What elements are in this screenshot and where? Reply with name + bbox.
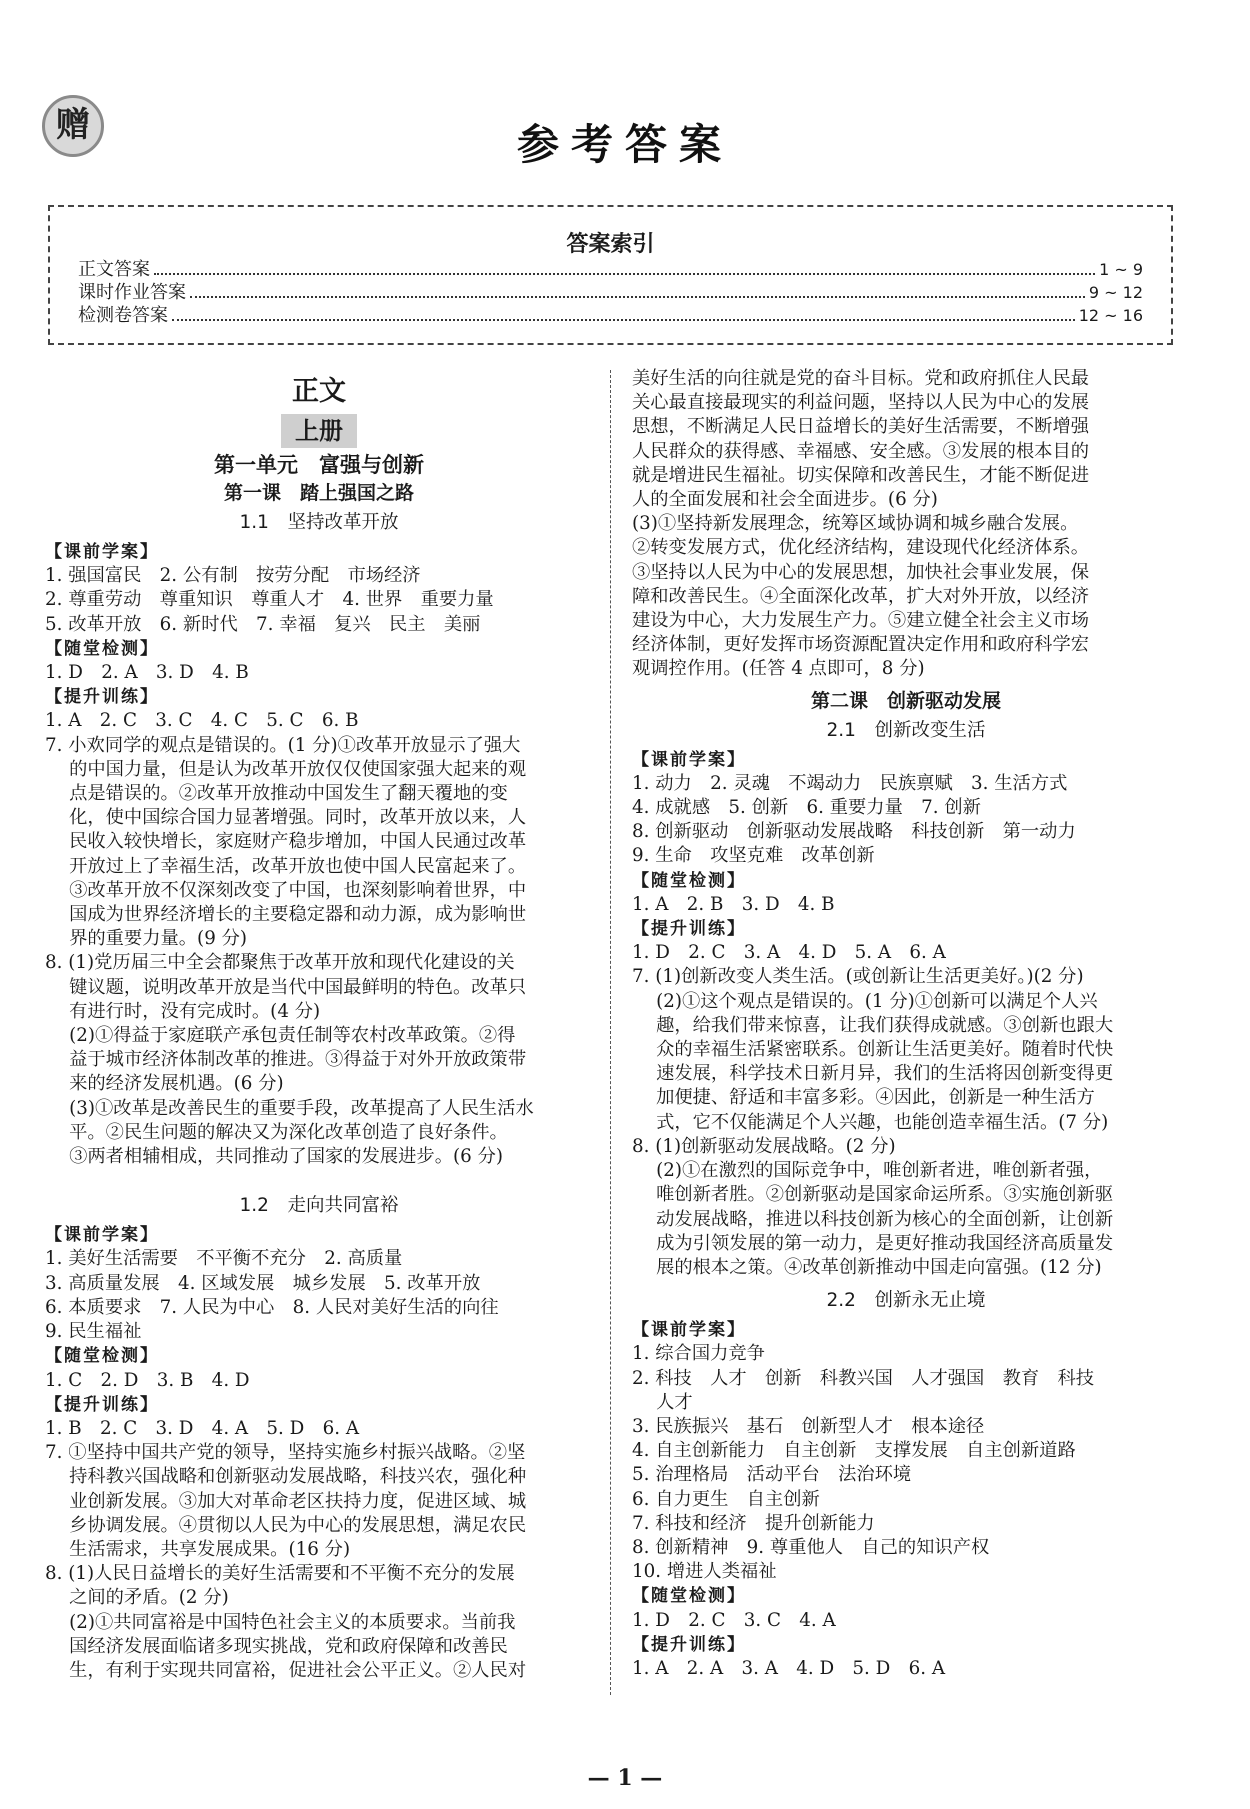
tag-pre-study: 【课前学案】 xyxy=(632,1320,746,1341)
answer-line: 人的全面发展和社会全面进步。(6 分) xyxy=(632,489,938,511)
right-column xyxy=(632,367,1180,1681)
answer-line: 持科教兴国战略和创新驱动发展战略，科技兴农，强化种 xyxy=(45,1466,527,1488)
answer-line: 9. 生命 攻坚克难 改革创新 xyxy=(632,845,875,867)
answer-line: 人才 xyxy=(632,1391,693,1413)
answer-line: (2)①在激烈的国际竞争中，唯创新者进，唯创新者强， xyxy=(632,1160,1103,1182)
answer-line: 之间的矛盾。(2 分) xyxy=(45,1587,229,1609)
index-row-label: 课时作业答案 xyxy=(78,282,186,303)
answer-line: 有进行时，没有完成时。(4 分) xyxy=(45,1000,321,1022)
answer-line: 5. 改革开放 6. 新时代 7. 幸福 复兴 民主 美丽 xyxy=(45,613,481,635)
answer-line: 开放过上了幸福生活，改革开放也使中国人民富起来了。 xyxy=(45,855,527,877)
answer-line: 趣，给我们带来惊喜，让我们获得成就感。③创新也跟大 xyxy=(632,1014,1114,1036)
tag-training: 【提升训练】 xyxy=(45,1394,159,1415)
answer-line: 8. (1)创新驱动发展战略。(2 分) xyxy=(632,1135,896,1157)
answer-line: 观调控作用。(任答 4 点即可，8 分) xyxy=(632,658,925,680)
answer-line: 益于城市经济体制改革的推进。③得益于对外开放政策带 xyxy=(45,1049,527,1071)
index-title: 答案索引 xyxy=(566,232,655,257)
index-row[interactable] xyxy=(78,258,1143,281)
answer-line: 动发展战略，推进以科技创新为核心的全面创新，让创新 xyxy=(632,1208,1114,1230)
answer-line: 式，它不仅能满足个人兴趣，也能创造幸福生活。(7 分) xyxy=(632,1111,1109,1133)
tag-training: 【提升训练】 xyxy=(632,1634,746,1655)
leader-dots xyxy=(172,319,1075,321)
column-divider xyxy=(610,370,611,1695)
answer-line: 1. D 2. A 3. D 4. B xyxy=(45,662,249,684)
answer-line: 就是增进民生福祉。切实保障和改善民生，才能不断促进 xyxy=(632,464,1090,486)
subsection-title: 1.2 走向共同富裕 xyxy=(239,1195,399,1217)
tag-pre-study: 【课前学案】 xyxy=(632,749,746,770)
answer-line: 国经济发展面临诸多现实挑战，党和政府保障和改善民 xyxy=(45,1635,508,1657)
answer-line: (2)①这个观点是错误的。(1 分)①创新可以满足个人兴 xyxy=(632,990,1098,1012)
subsection-title: 2.1 创新改变生活 xyxy=(826,719,986,741)
answer-line: (2)①得益于家庭联产承包责任制等农村改革政策。②得 xyxy=(45,1025,516,1047)
tag-check: 【随堂检测】 xyxy=(632,1586,746,1607)
answer-index-box xyxy=(48,205,1173,345)
lesson-heading: 第一课 踏上强国之路 xyxy=(223,482,414,504)
answer-line: 3. 高质量发展 4. 区域发展 城乡发展 5. 改革开放 xyxy=(45,1272,481,1294)
answer-line: 业创新发展。③加大对革命老区扶持力度，促进区域、城 xyxy=(45,1490,527,1512)
tag-training: 【提升训练】 xyxy=(45,687,159,708)
answer-line: 生，有利于实现共同富裕，促进社会公平正义。②人民对 xyxy=(45,1659,527,1681)
index-row-pages: 1 ~ 9 xyxy=(1099,260,1143,279)
answer-line: 8. (1)人民日益增长的美好生活需要和不平衡不充分的发展 xyxy=(45,1563,515,1585)
index-row[interactable] xyxy=(78,281,1143,304)
answer-line: 键议题，说明改革开放是当代中国最鲜明的特色。改革只 xyxy=(45,976,527,998)
answer-line: 3. 民族振兴 基石 创新型人才 根本途径 xyxy=(632,1415,985,1437)
answer-line: 2. 科技 人才 创新 科教兴国 人才强国 教育 科技 xyxy=(632,1367,1095,1389)
answer-line: ③坚持以人民为中心的发展思想，加快社会事业发展，保 xyxy=(632,561,1090,583)
tag-pre-study: 【课前学案】 xyxy=(45,1225,159,1246)
answer-line: 1. B 2. C 3. D 4. A 5. D 6. A xyxy=(45,1417,360,1439)
answer-line: 生活需求，共享发展成果。(16 分) xyxy=(45,1538,351,1560)
page-number: — 1 — xyxy=(587,1765,663,1791)
answer-line: 6. 自力更生 自主创新 xyxy=(632,1488,820,1510)
answer-line: 众的幸福生活紧密联系。创新让生活更美好。随着时代快 xyxy=(632,1039,1114,1061)
answer-line: 1. A 2. C 3. C 4. C 5. C 6. B xyxy=(45,710,359,732)
answer-line: 4. 自主创新能力 自主创新 支撑发展 自主创新道路 xyxy=(632,1440,1076,1462)
answer-line: 1. 动力 2. 灵魂 不竭动力 民族禀赋 3. 生活方式 xyxy=(632,772,1068,794)
leader-dots xyxy=(190,296,1085,298)
section-heading: 正文 xyxy=(292,376,346,407)
answer-line: ③两者相辅相成，共同推动了国家的发展进步。(6 分) xyxy=(45,1146,503,1168)
answer-line: 民收入较快增长，家庭财产稳步增加，中国人民通过改革 xyxy=(45,831,527,853)
answer-line: 8. 创新精神 9. 尊重他人 自己的知识产权 xyxy=(632,1536,990,1558)
gift-badge: 赠 xyxy=(42,95,104,157)
answer-line: 7. 小欢同学的观点是错误的。(1 分)①改革开放显示了强大 xyxy=(45,734,521,756)
answer-line: 点是错误的。②改革开放推动中国发生了翻天覆地的变 xyxy=(45,783,508,805)
answer-line: 美好生活的向往就是党的奋斗目标。党和政府抓住人民最 xyxy=(632,368,1090,389)
answer-line: 关心最直接最现实的利益问题，坚持以人民为中心的发展 xyxy=(632,392,1090,414)
answer-line: 1. D 2. C 3. C 4. A xyxy=(632,1609,836,1631)
answer-line: 乡协调发展。④贯彻以人民为中心的发展思想，满足农民 xyxy=(45,1514,527,1536)
subsection-title: 2.2 创新永无止境 xyxy=(826,1290,986,1312)
answer-line: 来的经济发展机遇。(6 分) xyxy=(45,1073,284,1095)
answer-line: 1. 综合国力竞争 xyxy=(632,1343,765,1365)
answer-line: 加便捷、舒适和丰富多彩。④因此，创新是一种生活方 xyxy=(632,1087,1095,1109)
answer-line: 9. 民生福祉 xyxy=(45,1321,142,1343)
answer-line: 平。②民生问题的解决又为深化改革创造了良好条件。 xyxy=(45,1121,508,1143)
answer-line: 1. D 2. C 3. A 4. D 5. A 6. A xyxy=(632,942,946,964)
answer-line: 建设为中心，大力发展生产力。⑤建立健全社会主义市场 xyxy=(632,610,1090,632)
answer-line: (2)①共同富裕是中国特色社会主义的本质要求。当前我 xyxy=(45,1611,516,1633)
answer-line: 6. 本质要求 7. 人民为中心 8. 人民对美好生活的向往 xyxy=(45,1296,499,1318)
index-row-label: 检测卷答案 xyxy=(78,305,168,326)
answer-line: ②转变发展方式，优化经济结构，建设现代化经济体系。 xyxy=(632,537,1090,559)
page-title: 参考答案 xyxy=(516,120,733,169)
answer-line: 速发展，科学技术日新月异，我们的生活将因创新变得更 xyxy=(632,1063,1114,1085)
lesson-heading: 第二课 创新驱动发展 xyxy=(810,689,1001,712)
answer-line: 1. 美好生活需要 不平衡不充分 2. 高质量 xyxy=(45,1248,403,1270)
answer-line: 的中国力量，但是认为改革开放仅仅使国家强大起来的观 xyxy=(45,758,527,780)
answer-line: 10. 增进人类福祉 xyxy=(632,1561,777,1583)
tag-check: 【随堂检测】 xyxy=(632,870,746,891)
index-row-pages: 9 ~ 12 xyxy=(1088,283,1143,302)
answer-line: 唯创新者胜。②创新驱动是国家命运所系。③实施创新驱 xyxy=(632,1184,1114,1206)
answer-line: 7. ①坚持中国共产党的领导，坚持实施乡村振兴战略。②坚 xyxy=(45,1442,526,1464)
tag-pre-study: 【课前学案】 xyxy=(45,542,159,562)
answer-line: 展的根本之策。④改革创新推动中国走向富强。(12 分) xyxy=(632,1256,1102,1278)
answer-line: 界的重要力量。(9 分) xyxy=(45,928,248,950)
answer-line: (3)①改革是改善民生的重要手段，改革提高了人民生活水 xyxy=(45,1097,534,1119)
subsection-title: 1.1 坚持改革开放 xyxy=(239,512,399,533)
index-row-label: 正文答案 xyxy=(78,259,150,280)
tag-training: 【提升训练】 xyxy=(632,919,746,940)
answer-line: 1. C 2. D 3. B 4. D xyxy=(45,1369,250,1391)
answer-line: 化，使中国综合国力显著增强。同时，改革开放以来，人 xyxy=(45,807,527,829)
answer-line: (3)①坚持新发展理念，统筹区域协调和城乡融合发展。 xyxy=(632,513,1079,535)
answer-line: 障和改善民生。④全面深化改革，扩大对外开放，以经济 xyxy=(632,585,1090,607)
answer-line: 人民群众的获得感、幸福感、安全感。③发展的根本目的 xyxy=(632,440,1090,462)
index-row-pages: 12 ~ 16 xyxy=(1078,306,1143,325)
tag-check: 【随堂检测】 xyxy=(45,638,159,659)
answer-line: 1. A 2. A 3. A 4. D 5. D 6. A xyxy=(632,1657,946,1679)
answer-line: 7. (1)创新改变人类生活。(或创新让生活更美好。)(2 分) xyxy=(632,966,1084,988)
answer-line: 1. 强国富民 2. 公有制 按劳分配 市场经济 xyxy=(45,565,421,587)
answer-line: 5. 治理格局 活动平台 法治环境 xyxy=(632,1464,912,1486)
answer-line: 思想，不断满足人民日益增长的美好生活需要，不断增强 xyxy=(632,416,1090,438)
leader-dots xyxy=(154,273,1095,275)
answer-line: 4. 成就感 5. 创新 6. 重要力量 7. 创新 xyxy=(632,797,981,819)
answer-line: 8. (1)党历届三中全会都聚焦于改革开放和现代化建设的关 xyxy=(45,952,515,974)
answer-line: 经济体制，更好发挥市场资源配置决定作用和政府科学宏 xyxy=(632,634,1090,656)
answer-line: ③改革开放不仅深刻改变了中国，也深刻影响着世界，中 xyxy=(45,879,527,901)
volume-label: 上册 xyxy=(281,414,357,448)
answer-line: 7. 科技和经济 提升创新能力 xyxy=(632,1512,875,1534)
answer-line: 2. 尊重劳动 尊重知识 尊重人才 4. 世界 重要力量 xyxy=(45,589,494,611)
answer-line: 1. A 2. B 3. D 4. B xyxy=(632,893,835,915)
answer-line: 8. 创新驱动 创新驱动发展战略 科技创新 第一动力 xyxy=(632,821,1076,843)
left-column xyxy=(45,370,593,1683)
answer-line: 国成为世界经济增长的主要稳定器和动力源，成为影响世 xyxy=(45,904,527,926)
unit-heading: 第一单元 富强与创新 xyxy=(214,453,424,477)
index-row[interactable] xyxy=(78,304,1143,327)
answer-line: 成为引领发展的第一动力，是更好推动我国经济高质量发 xyxy=(632,1232,1114,1254)
tag-check: 【随堂检测】 xyxy=(45,1346,159,1367)
